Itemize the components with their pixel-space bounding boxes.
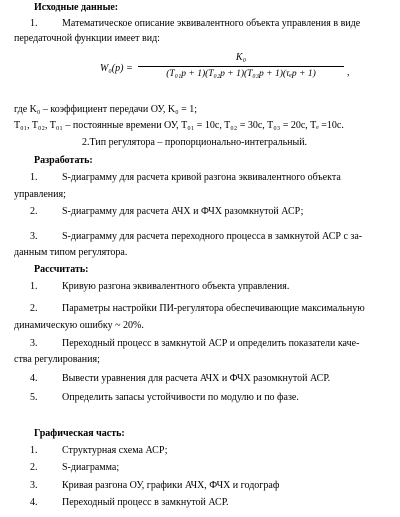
calc-item-3-text: Переходный процесс в замкнутой АСР и определить показатели каче- xyxy=(62,338,360,349)
heading-develop: Разработать: xyxy=(34,155,93,166)
initial-item-number: 1. xyxy=(30,18,38,29)
calc-item-3-number: 3. xyxy=(30,338,38,349)
calc-item-1-number: 1. xyxy=(30,281,38,292)
calc-item-1-text: Кривую разгона эквивалентного объекта управления. xyxy=(62,281,290,292)
graphic-item-1-text: Структурная схема АСР; xyxy=(62,445,168,456)
develop-item-2-text: S-диаграмму для расчета АЧХ и ФЧХ разомкнутой АСР; xyxy=(62,206,304,217)
develop-item-3-text: S-диаграмму для расчета переходного процесса в замкнутой АСР с за- xyxy=(62,231,363,242)
graphic-item-4-text: Переходный процесс в замкнутой АСР. xyxy=(62,497,229,508)
graphic-item-2-text: S-диаграмма; xyxy=(62,462,120,473)
heading-graphic: Графическая часть: xyxy=(34,428,125,439)
calc-item-5-number: 5. xyxy=(30,392,38,403)
develop-item-1-number: 1. xyxy=(30,172,38,183)
initial-text-line-2: передаточной функции имеет вид: xyxy=(14,33,160,44)
initial-text-line-1: Математическое описание эквивалентного объекта управления в виде xyxy=(62,18,361,29)
heading-calculate: Рассчитать: xyxy=(34,264,89,275)
calc-item-4-number: 4. xyxy=(30,373,38,384)
graphic-item-3-text: Кривая разгона ОУ, графики АЧХ, ФЧХ и годограф xyxy=(62,480,280,491)
transfer-function-formula xyxy=(100,52,350,86)
develop-item-2-number: 2. xyxy=(30,206,38,217)
develop-item-1-text: S-диаграмму для расчета кривой разгона эквивалентного объекта xyxy=(62,172,341,183)
heading-initial-data: Исходные данные: xyxy=(34,2,119,13)
calc-item-2-text: Параметры настройки ПИ-регулятора обеспечивающие максимальную xyxy=(62,303,365,314)
graphic-item-2-number: 2. xyxy=(30,462,38,473)
calc-item-3-text-cont: ства регулирования; xyxy=(14,354,100,365)
formula-comma: , xyxy=(347,67,350,78)
develop-item-1-text-cont: управления; xyxy=(14,189,66,200)
graphic-item-1-number: 1. xyxy=(30,445,38,456)
formula-lhs: W₀(p) = xyxy=(100,63,133,74)
graphic-item-4-number: 4. xyxy=(30,497,38,508)
calc-item-2-number: 2. xyxy=(30,303,38,314)
calc-item-5-text: Определить запасы устойчивости по модулю и по фазе. xyxy=(62,392,299,403)
develop-item-3-number: 3. xyxy=(30,231,38,242)
develop-item-3-text-cont: данным типом регулятора. xyxy=(14,247,128,258)
formula-fraction xyxy=(136,52,346,80)
regulator-type-line: 2.Тип регулятора – пропорционально-интегральный. xyxy=(82,137,308,148)
formula-denominator: (T₀₁p + 1)(T₀₂p + 1)(T₀₃p + 1)(τₑp + 1) xyxy=(166,69,316,79)
time-constants-line: T₀₁, T₀₂, T₀₁ – постоянные времени ОУ, T₀₁ = 10c, T₀₂ = 30c, T₀₃ = 20c, Tₑ =10c. xyxy=(14,120,344,131)
calc-item-2-text-cont: динамическую ошибку ~ 20%. xyxy=(14,320,144,331)
graphic-item-3-number: 3. xyxy=(30,480,38,491)
calc-item-4-text: Вывести уравнения для расчета АЧХ и ФЧХ разомкнутой АСР. xyxy=(62,373,331,384)
formula-numerator: K₀ xyxy=(235,52,247,63)
where-line: где K₀ – коэффициент передачи ОУ, K₀ = 1; xyxy=(14,104,197,115)
